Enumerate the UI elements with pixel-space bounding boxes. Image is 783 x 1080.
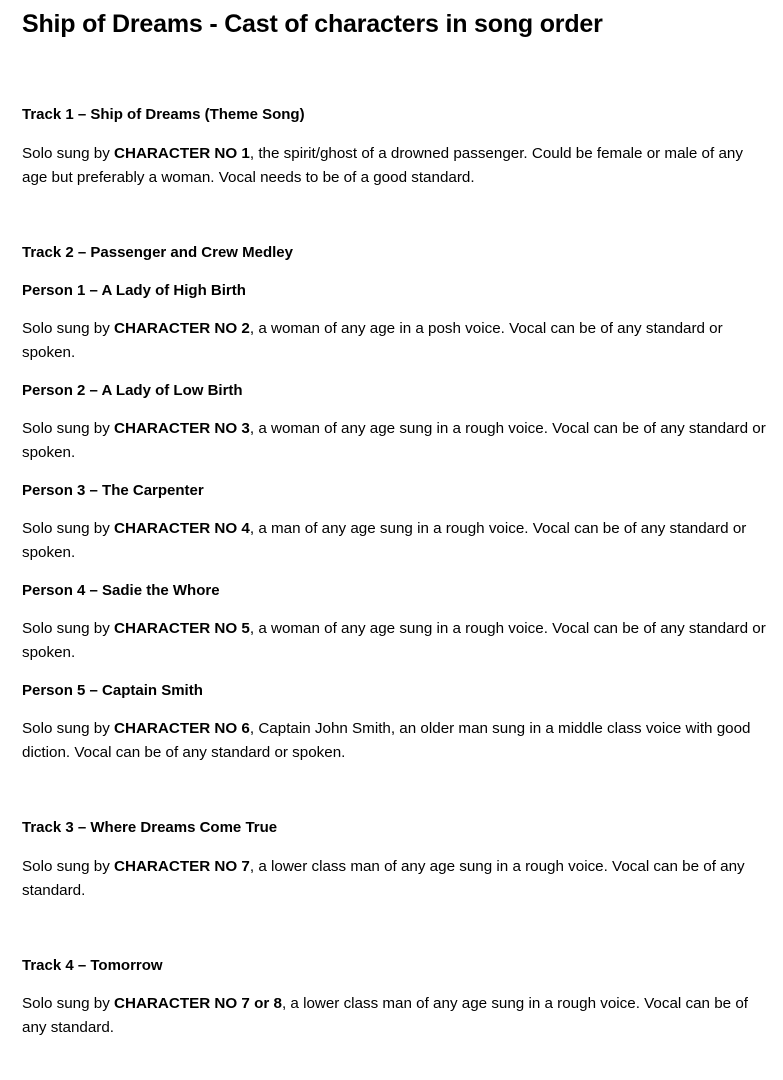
person-2-heading: Person 2 – A Lady of Low Birth (22, 382, 243, 399)
description-lead: Solo sung by (22, 520, 115, 537)
character-name: CHARACTER NO 5 (114, 620, 250, 637)
description-lead: Solo sung by (22, 420, 115, 437)
description-detail: , Captain John Smith, an older man sung in a middle class voice with good diction. Vocal can be of any standard or spoken. (22, 720, 751, 761)
character-name: CHARACTER NO 2 (114, 320, 250, 337)
character-name: CHARACTER NO 4 (114, 520, 250, 537)
description-lead: Solo sung by (22, 145, 115, 162)
track-3-heading: Track 3 – Where Dreams Come True (22, 819, 278, 836)
description-lead: Solo sung by (22, 720, 115, 737)
description-lead: Solo sung by (22, 858, 115, 875)
description-detail: , a woman of any age sung in a rough voice. Vocal can be of any standard or spoken. (22, 620, 766, 661)
character-name: CHARACTER NO 1 (114, 145, 250, 162)
person-4-heading: Person 4 – Sadie the Whore (22, 582, 220, 599)
description-detail: , the spirit/ghost of a drowned passenger. Could be female or male of any age but preferably a woman. Vocal needs to be of a good standard. (22, 145, 743, 186)
character-name: CHARACTER NO 3 (114, 420, 250, 437)
description-lead: Solo sung by (22, 320, 115, 337)
person-2-description (22, 417, 767, 465)
document-title: Ship of Dreams - Cast of characters in song order (22, 10, 603, 38)
description-detail: , a lower class man of any age sung in a rough voice. Vocal can be of any standard. (22, 995, 748, 1036)
person-5-heading: Person 5 – Captain Smith (22, 682, 203, 699)
description-detail: , a woman of any age sung in a rough voice. Vocal can be of any standard or spoken. (22, 420, 766, 461)
person-1-description (22, 317, 767, 365)
track-4-heading: Track 4 – Tomorrow (22, 957, 163, 974)
description-detail: , a lower class man of any age sung in a rough voice. Vocal can be of any standard. (22, 858, 745, 899)
track-1-description (22, 142, 767, 190)
person-4-description (22, 617, 767, 665)
track-2-heading: Track 2 – Passenger and Crew Medley (22, 244, 293, 261)
person-5-description (22, 717, 767, 765)
person-3-heading: Person 3 – The Carpenter (22, 482, 204, 499)
track-1-heading: Track 1 – Ship of Dreams (Theme Song) (22, 106, 305, 123)
track-3-description (22, 855, 767, 903)
description-lead: Solo sung by (22, 620, 115, 637)
character-name: CHARACTER NO 6 (114, 720, 250, 737)
description-lead: Solo sung by (22, 995, 115, 1012)
person-1-heading: Person 1 – A Lady of High Birth (22, 282, 246, 299)
description-detail: , a man of any age sung in a rough voice. Vocal can be of any standard or spoken. (22, 520, 747, 561)
person-3-description (22, 517, 767, 565)
description-detail: , a woman of any age in a posh voice. Vocal can be of any standard or spoken. (22, 320, 723, 361)
track-4-description (22, 992, 767, 1040)
character-name: CHARACTER NO 7 (114, 858, 250, 875)
character-name: CHARACTER NO 7 or 8 (114, 995, 282, 1012)
